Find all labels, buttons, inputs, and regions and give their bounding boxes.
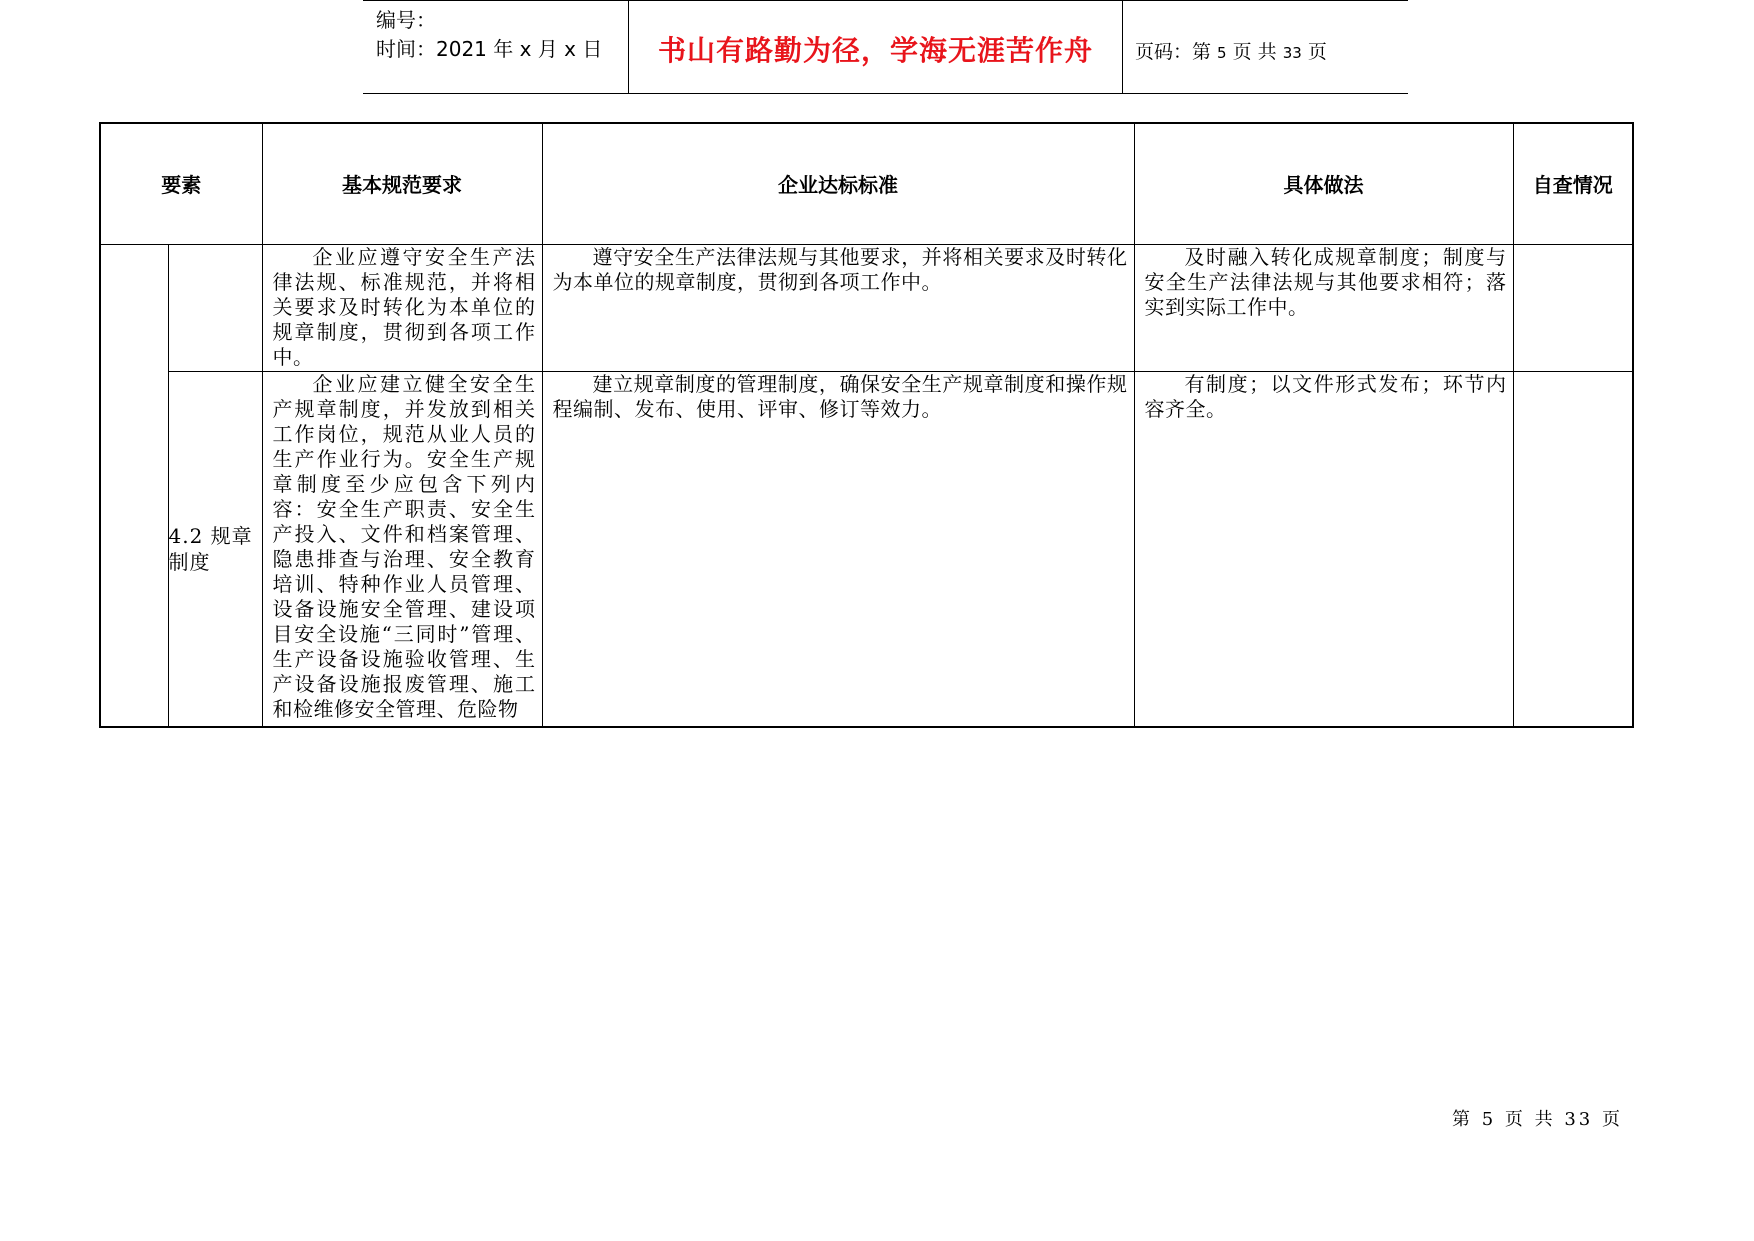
header-info-cell <box>363 1 629 94</box>
standard-cell <box>542 371 1134 727</box>
header-basic-requirements: 基本规范要求 <box>262 123 542 244</box>
method-text: 有制度；以文件形式发布；环节内容齐全。 <box>1144 371 1507 421</box>
date-text: 时间：2021 年 x 月 x 日 <box>376 37 603 61</box>
motto: 书山有路勤为径，学海无涯苦作舟 <box>657 34 1093 67</box>
standard-text: 遵守安全生产法律法规与其他要求，并将相关要求及时转化为本单位的规章制度，贯彻到各项工作中。 <box>552 244 1128 294</box>
table-row <box>100 244 1633 371</box>
basic-text: 企业应建立健全安全生产规章制度，并发放到相关工作岗位，规范从业人员的生产作业行为。安全生产规章制度至少应包含下列内容：安全生产职责、安全生产投入、文件和档案管理、隐患排查与治理、安全教育培训、特种作业人员管理、设备设施安全管理、建设项目安全设施“三同时”管理、生产设备设施验收管理、生产设备设施报废管理、施工和检维修安全管理、危险物 <box>272 371 536 721</box>
header-page-cell <box>1123 1 1408 94</box>
header-element: 要素 <box>100 123 262 244</box>
header-page-number <box>1135 37 1327 64</box>
standard-text: 建立规章制度的管理制度，确保安全生产规章制度和操作规程编制、发布、使用、评审、修订等效力。 <box>552 371 1128 421</box>
section-label: 4.2 规章制度 <box>168 371 262 727</box>
page-header <box>363 0 1408 94</box>
page-footer: 第 5 页 共 33 页 <box>1452 1109 1623 1130</box>
page-suffix: 页 <box>1301 41 1327 63</box>
page-mid: 页 共 <box>1226 41 1283 63</box>
requirements-table <box>99 122 1634 728</box>
method-cell <box>1134 371 1513 727</box>
page-current: 5 <box>1217 44 1227 62</box>
basic-text: 企业应遵守安全生产法律法规、标准规范，并将相关要求及时转化为本单位的规章制度，贯彻到各项工作中。 <box>272 244 536 369</box>
table-header-row <box>100 123 1633 244</box>
selfcheck-cell <box>1513 244 1633 371</box>
element-sub-cell <box>168 244 262 371</box>
element-outer-cell <box>100 244 168 727</box>
basic-cell <box>262 244 542 371</box>
method-text: 及时融入转化成规章制度；制度与安全生产法律法规与其他要求相符；落实到实际工作中。 <box>1144 244 1507 319</box>
basic-cell <box>262 371 542 727</box>
header-enterprise-standard: 企业达标标准 <box>542 123 1134 244</box>
method-cell <box>1134 244 1513 371</box>
standard-cell <box>542 244 1134 371</box>
header-motto-cell <box>629 1 1123 94</box>
table-row <box>100 371 1633 727</box>
header-self-check: 自查情况 <box>1513 123 1633 244</box>
page-total: 33 <box>1282 44 1302 62</box>
selfcheck-cell <box>1513 371 1633 727</box>
page-prefix: 页码：第 <box>1135 41 1218 63</box>
header-specific-method: 具体做法 <box>1134 123 1513 244</box>
serial-label: 编号： <box>376 8 436 32</box>
